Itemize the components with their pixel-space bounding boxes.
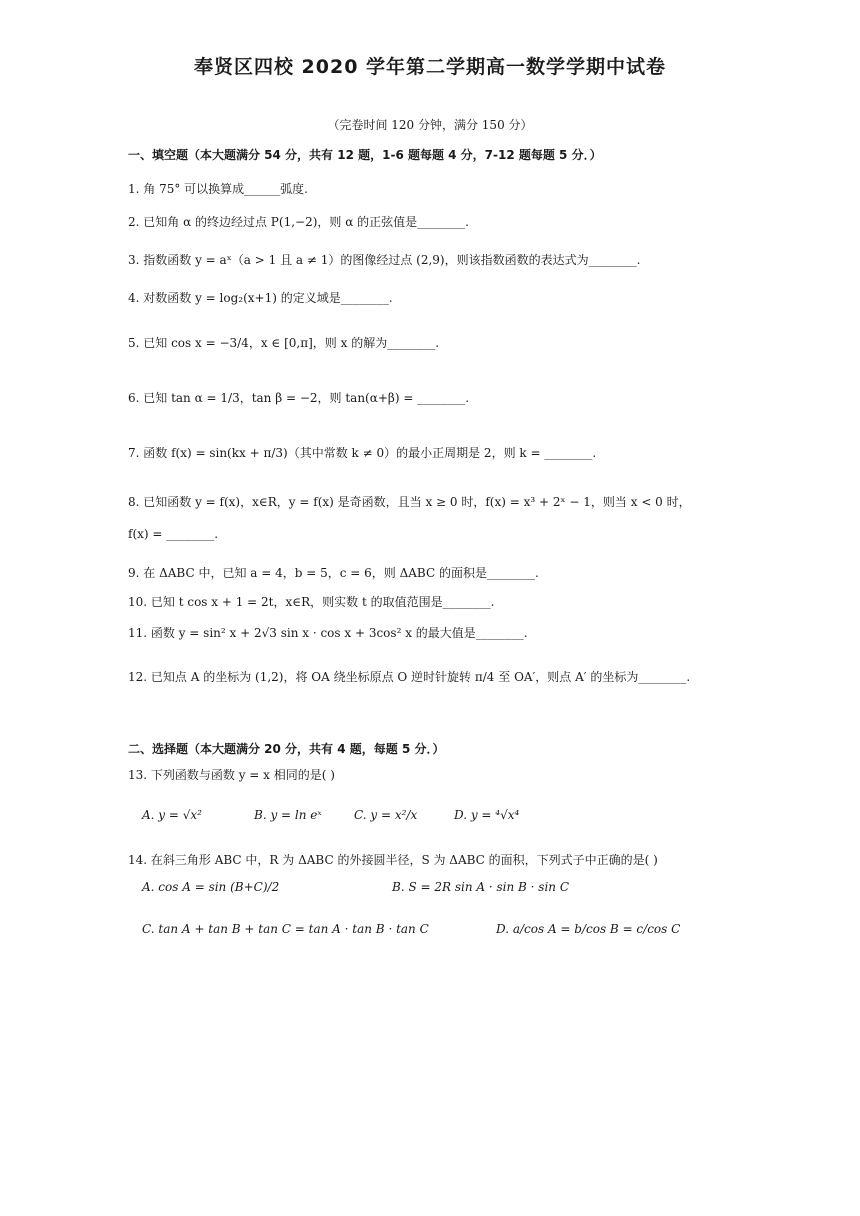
question-8: 8. 已知函数 y = f(x)，x∈R，y = f(x) 是奇函数，且当 x ≥ 0 时，f(x) = x³ + 2ˣ − 1，则当 x < 0 时， — [128, 495, 691, 509]
question-14-option-b: B. S = 2R sin A · sin B · sin C — [392, 880, 570, 894]
question-14: 14. 在斜三角形 ABC 中，R 为 ΔABC 的外接圆半径，S 为 ΔABC 的面积，下列式子中正确的是( ) — [128, 853, 658, 867]
question-8-answer-line: f(x) = ________. — [128, 527, 219, 541]
question-13-option-b: B. y = ln eˣ — [254, 808, 322, 822]
section-fill-in-heading: 一、填空题（本大题满分 54 分，共有 12 题，1-6 题每题 4 分，7-12 题每题 5 分．） — [128, 148, 602, 162]
question-14-option-c: C. tan A + tan B + tan C = tan A · tan B · tan C — [142, 922, 429, 936]
question-3: 3. 指数函数 y = aˣ（a > 1 且 a ≠ 1）的图像经过点 (2,9)，则该指数函数的表达式为________. — [128, 253, 641, 267]
page-title: 奉贤区四校 2020 学年第二学期高一数学学期中试卷 — [193, 56, 667, 78]
question-13-option-c: C. y = x²/x — [354, 808, 418, 822]
question-13: 13. 下列函数与函数 y = x 相同的是( ) — [128, 768, 335, 782]
exam-info: （完卷时间 120 分钟，满分 150 分） — [327, 118, 533, 132]
question-4: 4. 对数函数 y = log₂(x+1) 的定义域是________. — [128, 291, 393, 305]
question-13-option-d: D. y = ⁴√x⁴ — [454, 808, 520, 822]
question-7: 7. 函数 f(x) = sin(kx + π/3)（其中常数 k ≠ 0）的最小正周期是 2，则 k = ________. — [128, 446, 597, 460]
question-10: 10. 已知 t cos x + 1 = 2t，x∈R，则实数 t 的取值范围是________. — [128, 595, 495, 609]
question-6: 6. 已知 tan α = 1/3，tan β = −2，则 tan(α+β) = ________. — [128, 391, 470, 405]
question-12: 12. 已知点 A 的坐标为 (1,2)，将 OA 绕坐标原点 O 逆时针旋转 π/4 至 OA′，则点 A′ 的坐标为________. — [128, 670, 691, 684]
section-choice-heading: 二、选择题（本大题满分 20 分，共有 4 题，每题 5 分．） — [128, 742, 445, 756]
question-14-option-d: D. a/cos A = b/cos B = c/cos C — [496, 922, 681, 936]
question-2: 2. 已知角 α 的终边经过点 P(1,−2)，则 α 的正弦值是________. — [128, 215, 469, 229]
question-13-option-a: A. y = √x² — [142, 808, 202, 822]
question-1: 1. 角 75° 可以换算成______弧度. — [128, 182, 308, 196]
question-9: 9. 在 ΔABC 中，已知 a = 4，b = 5，c = 6，则 ΔABC 的面积是________. — [128, 566, 539, 580]
question-5: 5. 已知 cos x = −3/4，x ∈ [0,π]，则 x 的解为________. — [128, 336, 440, 350]
question-14-option-a: A. cos A = sin (B+C)/2 — [142, 880, 280, 894]
question-11: 11. 函数 y = sin² x + 2√3 sin x · cos x + 3cos² x 的最大值是________. — [128, 626, 528, 640]
